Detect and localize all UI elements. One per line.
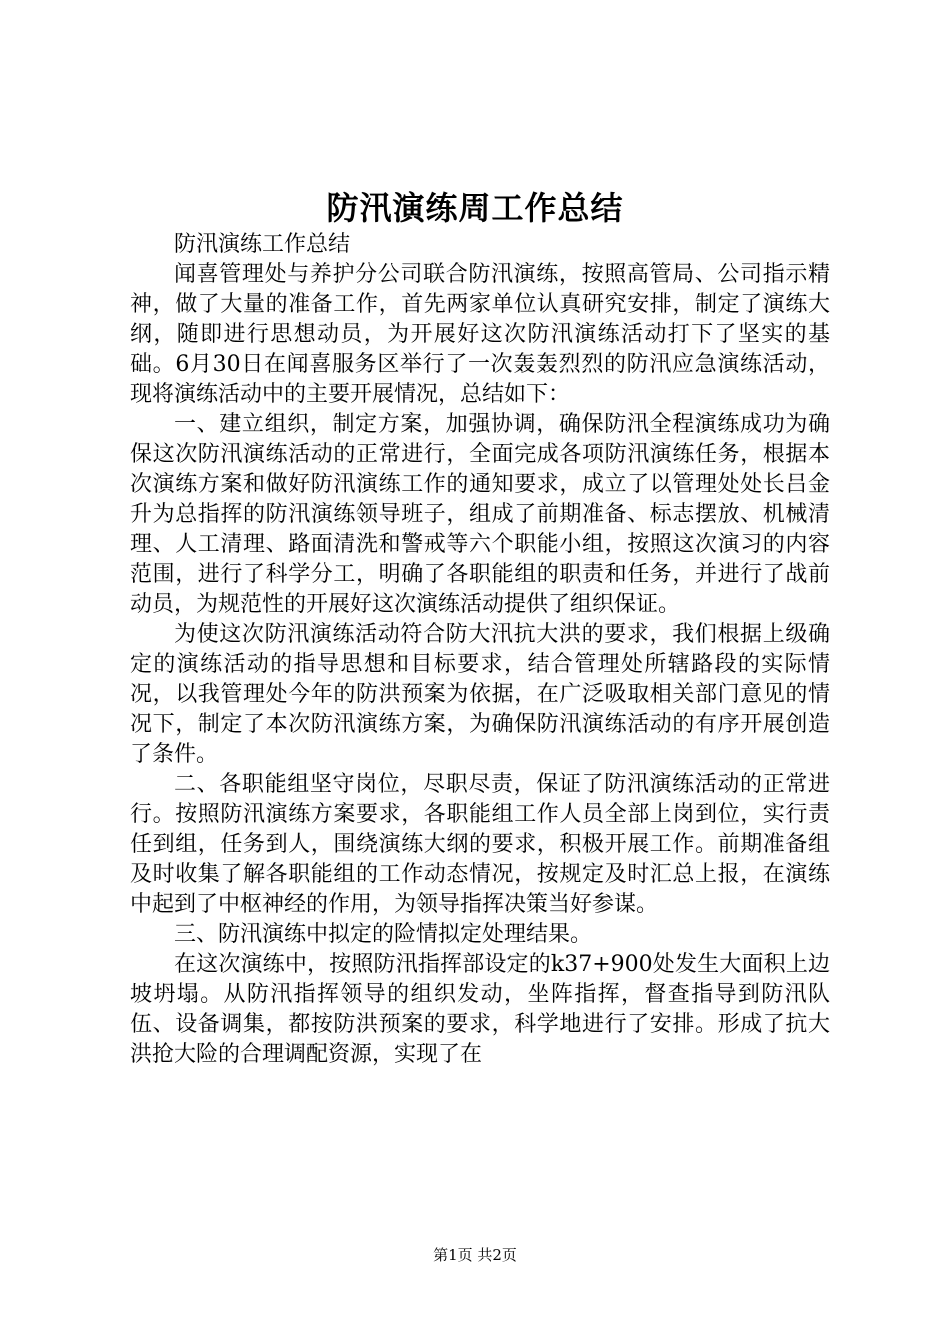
paragraph-subtitle: 防汛演练工作总结 <box>174 232 351 257</box>
page-number-footer: 第1页 共2页 <box>433 1246 517 1264</box>
paragraph-plan: 为使这次防汛演练活动符合防大汛抗大洪的要求，我们根据上级确定的演练活动的指导思想和目标要求，结合管理处所辖路段的实际情况，以我管理处今年的防洪预案为依据，在广泛吸取相关部门意见的情况下，制定了本次防汛演练方案，为确保防汛演练活动的有序开展创造了条件。 <box>130 622 830 767</box>
paragraph-section-two: 二、各职能组坚守岗位，尽职尽责，保证了防汛演练活动的正常进行。按照防汛演练方案要求，各职能组工作人员全部上岗到位，实行责任到组，任务到人，围绕演练大纲的要求，积极开展工作。前期准备组及时收集了解各职能组的工作动态情况，按规定及时汇总上报，在演练中起到了中枢神经的作用，为领导指挥决策当好参谋。 <box>130 772 830 917</box>
paragraph-drill-details: 在这次演练中，按照防汛指挥部设定的k37+900处发生大面积上边坡坍塌。从防汛指挥领导的组织发动，坐阵指挥，督查指导到防汛队伍、设备调集，都按防洪预案的要求，科学地进行了安排。形成了抗大洪抢大险的合理调配资源，实现了在 <box>130 952 830 1067</box>
paragraph-intro: 闻喜管理处与养护分公司联合防汛演练，按照高管局、公司指示精神，做了大量的准备工作，首先两家单位认真研究安排，制定了演练大纲，随即进行思想动员，为开展好这次防汛演练活动打下了坚实的基础。6月30日在闻喜服务区举行了一次轰轰烈烈的防汛应急演练活动，现将演练活动中的主要开展情况，总结如下： <box>130 262 830 407</box>
document-body <box>130 230 830 1070</box>
paragraph-section-three: 三、防汛演练中拟定的险情拟定处理结果。 <box>174 922 593 947</box>
paragraph-section-one: 一、建立组织，制定方案，加强协调，确保防汛全程演练成功为确保这次防汛演练活动的正常进行，全面完成各项防汛演练任务，根据本次演练方案和做好防汛演练工作的通知要求，成立了以管理处处长吕金升为总指挥的防汛演练领导班子，组成了前期准备、标志摆放、机械清理、人工清理、路面清洗和警戒等六个职能小组，按照这次演习的内容范围，进行了科学分工，明确了各职能组的职责和任务，并进行了战前动员，为规范性的开展好这次演练活动提供了组织保证。 <box>130 412 830 617</box>
document-title: 防汛演练周工作总结 <box>326 189 624 227</box>
